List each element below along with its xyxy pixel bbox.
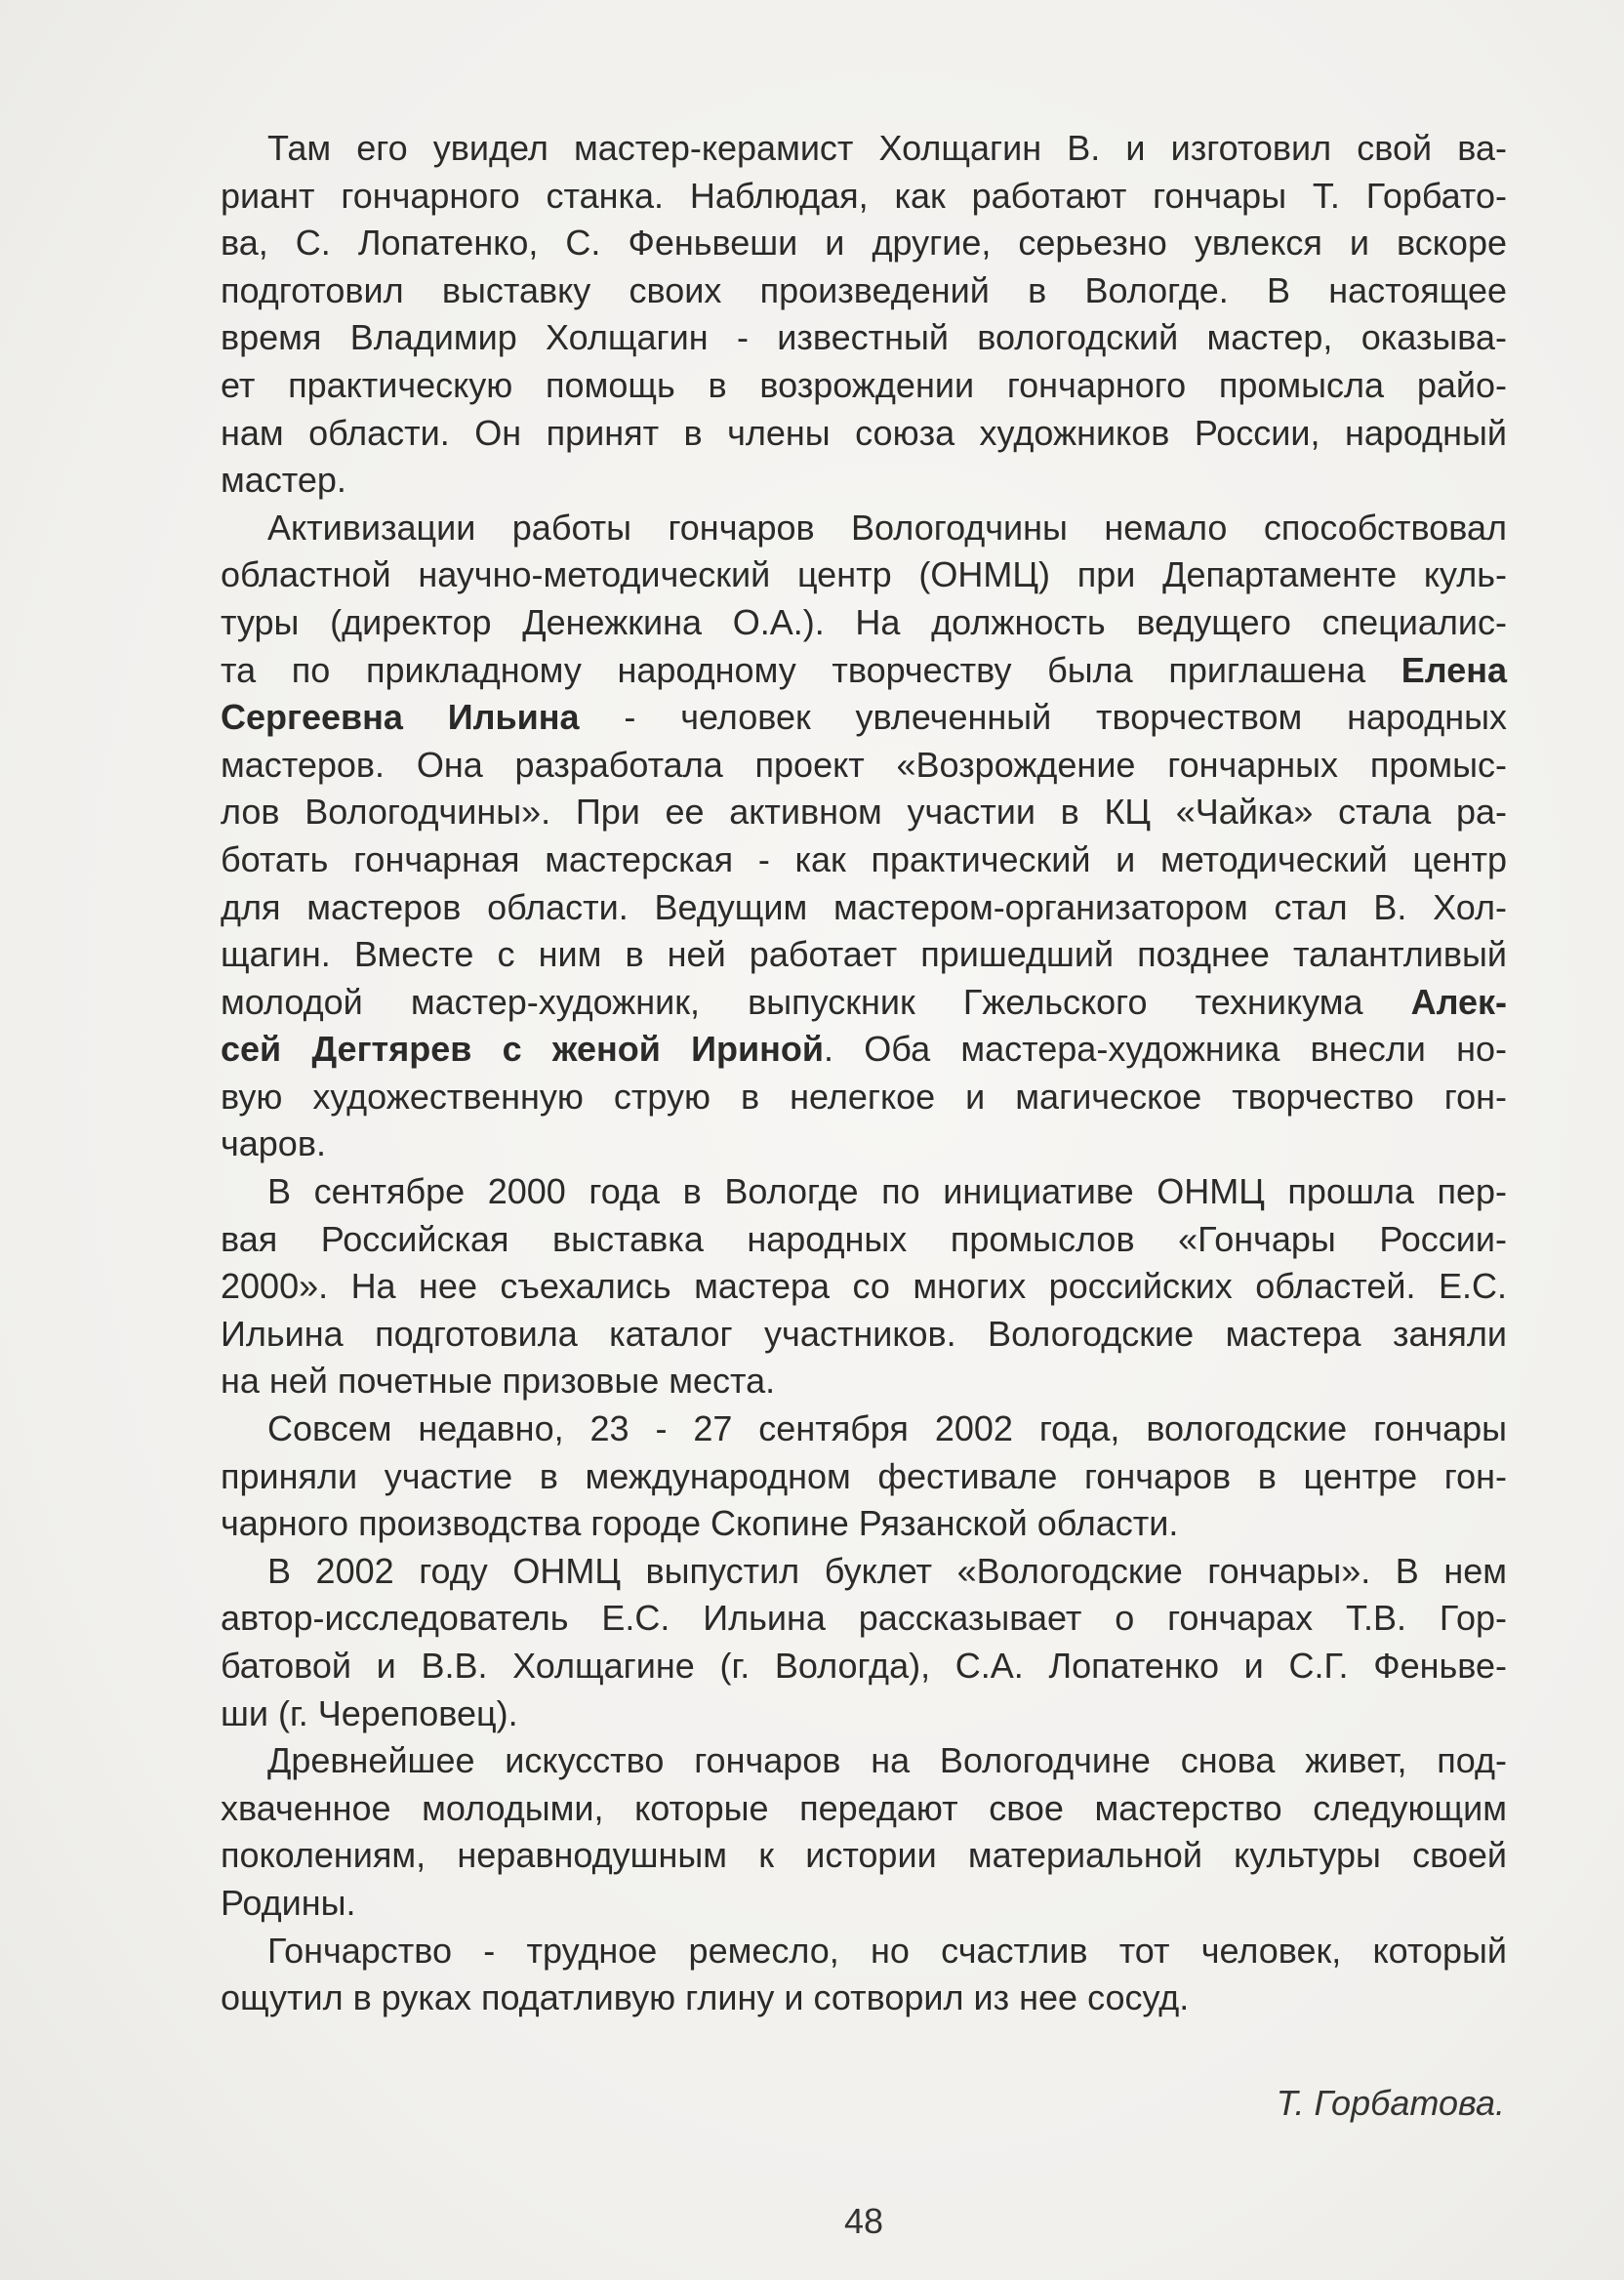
text-line [221,1216,1507,1264]
line-text: - человек увлеченный творчеством народных [579,697,1508,738]
text-line [221,1832,1507,1880]
line-text: чаров. [221,1123,326,1164]
line-text: щагин. Вместе с ним в ней работает пришедший позднее талантливый [221,934,1507,975]
line-text: на ней почетные призовые места. [221,1361,776,1402]
line-text: Гончарство - трудное ремесло, но счастлив тот человек, который [267,1930,1507,1971]
text-line [221,505,1507,552]
line-text: хваченное молодыми, которые передают свое мастерство следующим [221,1787,1507,1828]
text-line [221,1690,1507,1738]
text-line [221,267,1507,315]
text-line [221,1500,1507,1548]
text-line [221,1026,1507,1074]
text-line [221,1311,1507,1359]
line-text: подготовил выставку своих произведений в Вологде. В настоящее [221,269,1507,310]
paragraph [221,1548,1507,1737]
line-text: риант гончарного станка. Наблюдая, как работают гончары Т. Горбато- [221,175,1507,216]
line-text: Родины. [221,1882,356,1923]
text-line [221,1405,1507,1453]
bold-name: Елена [1401,649,1507,690]
text-line [221,1595,1507,1643]
text-line [221,1453,1507,1501]
line-text: мастеров. Она разработала проект «Возрождение гончарных промыс- [221,744,1507,785]
line-text: батовой и В.В. Холщагине (г. Вологда), С.А. Лопатенко и С.Г. Феньве- [221,1646,1507,1686]
line-text: 2000». На нее съехались мастера со многих российских областей. Е.С. [221,1266,1507,1307]
line-text: для мастеров области. Ведущим мастером-организатором стал В. Хол- [221,886,1507,927]
text-line [221,1263,1507,1311]
text-line [221,599,1507,647]
bold-name: Алек- [1410,981,1507,1022]
line-text: В сентябре 2000 года в Вологде по инициативе ОНМЦ прошла пер- [267,1171,1507,1212]
line-text: туры (директор Денежкина О.А.). На должность ведущего специалис- [221,601,1507,642]
text-line [221,362,1507,410]
line-text: . Оба мастера-художника внесли но- [824,1029,1507,1070]
text-line [221,1358,1507,1405]
text-line [221,979,1507,1027]
paragraph [221,1405,1507,1548]
line-text: Совсем недавно, 23 - 27 сентября 2002 года, вологодские гончары [267,1408,1507,1449]
line-text: молодой мастер-художник, выпускник Гжельского техникума [221,981,1411,1022]
line-text: ши (г. Череповец). [221,1692,518,1733]
paragraph [221,1737,1507,1927]
text-line [221,836,1507,884]
line-text: ет практическую помощь в возрождении гончарного промысла райо- [221,364,1507,405]
text-line [221,410,1507,458]
text-line [221,1975,1507,2022]
line-text: чарного производства городе Скопине Рязанской области. [221,1503,1179,1544]
text-line [221,694,1507,742]
line-text: нам области. Он принят в члены союза художников России, народный [221,412,1507,453]
text-line [221,789,1507,836]
text-line [221,125,1507,173]
text-line [221,1074,1507,1121]
line-text: автор-исследователь Е.С. Ильина рассказывает о гончарах Т.В. Гор- [221,1598,1507,1639]
text-line [221,1643,1507,1690]
text-line [221,1548,1507,1596]
text-line [221,1785,1507,1833]
text-line [221,742,1507,790]
line-text: Активизации работы гончаров Вологодчины немало способствовал [267,507,1507,548]
text-line [221,173,1507,221]
text-line [221,457,1507,505]
text-line [221,931,1507,979]
line-text: В 2002 году ОНМЦ выпустил буклет «Вологодские гончары». В нем [267,1550,1507,1591]
text-line [221,1120,1507,1168]
line-text: Древнейшее искусство гончаров на Вологодчине снова живет, под- [267,1740,1507,1781]
text-line [221,884,1507,932]
text-line [221,1928,1507,1975]
line-text: областной научно-методический центр (ОНМЦ) при Департаменте куль- [221,554,1507,595]
line-text: лов Вологодчины». При ее активном участии в КЦ «Чайка» стала ра- [221,792,1507,833]
line-text: вую художественную струю в нелегкое и магическое творчество гон- [221,1076,1507,1117]
paragraph [221,1928,1507,2022]
line-text: поколениям, неравнодушным к истории материальной культуры своей [221,1835,1507,1876]
line-text: приняли участие в международном фестивале гончаров в центре гон- [221,1455,1507,1496]
author-signature: Т. Горбатова. [1276,2083,1505,2123]
text-line [221,1168,1507,1216]
line-text: вая Российская выставка народных промыслов «Гончары России- [221,1218,1507,1259]
text-line [221,220,1507,267]
body-text [221,125,1507,2022]
line-text: ощутил в руках податливую глину и сотворил из нее сосуд. [221,1977,1190,2018]
line-text: Ильина подготовила каталог участников. Вологодские мастера заняли [221,1313,1507,1354]
page-number: 48 [843,2201,884,2241]
line-text: мастер. [221,460,346,501]
text-line [221,551,1507,599]
text-line [221,647,1507,695]
bold-name: Сергеевна Ильина [221,697,580,738]
line-text: Там его увидел мастер-керамист Холщагин В. и изготовил свой ва- [267,128,1507,168]
line-text: время Владимир Холщагин - известный вологодский мастер, оказыва- [221,317,1507,358]
bold-name: сей Дегтярев с женой Ириной [221,1029,825,1070]
paragraph [221,125,1507,505]
line-text: ботать гончарная мастерская - как практический и методический центр [221,838,1507,879]
text-line [221,1880,1507,1928]
text-line [221,314,1507,362]
paragraph [221,1168,1507,1405]
text-line [221,1737,1507,1785]
line-text: та по прикладному народному творчеству была приглашена [221,649,1401,690]
line-text: ва, С. Лопатенко, С. Феньвеши и другие, серьезно увлекся и вскоре [221,223,1507,264]
paragraph [221,505,1507,1168]
